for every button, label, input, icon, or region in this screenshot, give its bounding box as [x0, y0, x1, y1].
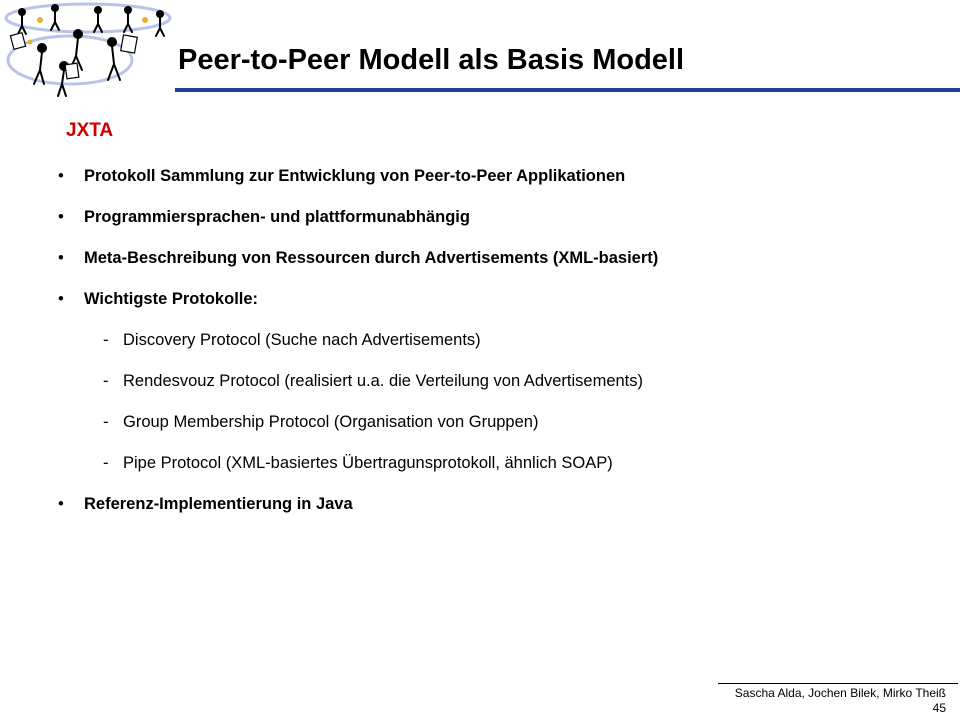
bullet-marker: • [58, 290, 64, 308]
bullet-marker: • [58, 495, 64, 513]
page-number: 45 [932, 701, 946, 715]
bullet-marker: • [58, 208, 64, 226]
peer-network-logo-icon [0, 0, 175, 100]
sub-item-marker: - [103, 413, 109, 431]
section-heading: JXTA [66, 120, 114, 141]
sub-item-text: Rendesvouz Protocol (realisiert u.a. die Verteilung von Advertisements) [123, 372, 644, 390]
bullet-text: Protokoll Sammlung zur Entwicklung von Peer-to-Peer Applikationen [84, 167, 626, 185]
page-title: Peer-to-Peer Modell als Basis Modell [178, 44, 685, 76]
sub-item-marker: - [103, 331, 109, 349]
footer-authors: Sascha Alda, Jochen Bilek, Mirko Theiß [734, 686, 946, 700]
title-divider [175, 88, 960, 92]
sub-item-text: Group Membership Protocol (Organisation von Gruppen) [123, 413, 539, 431]
bullet-text: Wichtigste Protokolle: [84, 290, 259, 308]
sub-item-text: Discovery Protocol (Suche nach Advertisements) [123, 331, 481, 349]
bullet-marker: • [58, 249, 64, 267]
sub-item-marker: - [103, 372, 109, 390]
bullet-text: Programmiersprachen- und plattformunabhängig [84, 208, 470, 226]
sub-item-text: Pipe Protocol (XML-basiertes Übertragunsprotokoll, ähnlich SOAP) [123, 454, 613, 472]
footer-divider [718, 683, 958, 684]
bullet-text: Meta-Beschreibung von Ressourcen durch Advertisements (XML-basiert) [84, 249, 659, 267]
sub-item-marker: - [103, 454, 109, 472]
bullet-marker: • [58, 167, 64, 185]
bullet-text: Referenz-Implementierung in Java [84, 495, 353, 513]
